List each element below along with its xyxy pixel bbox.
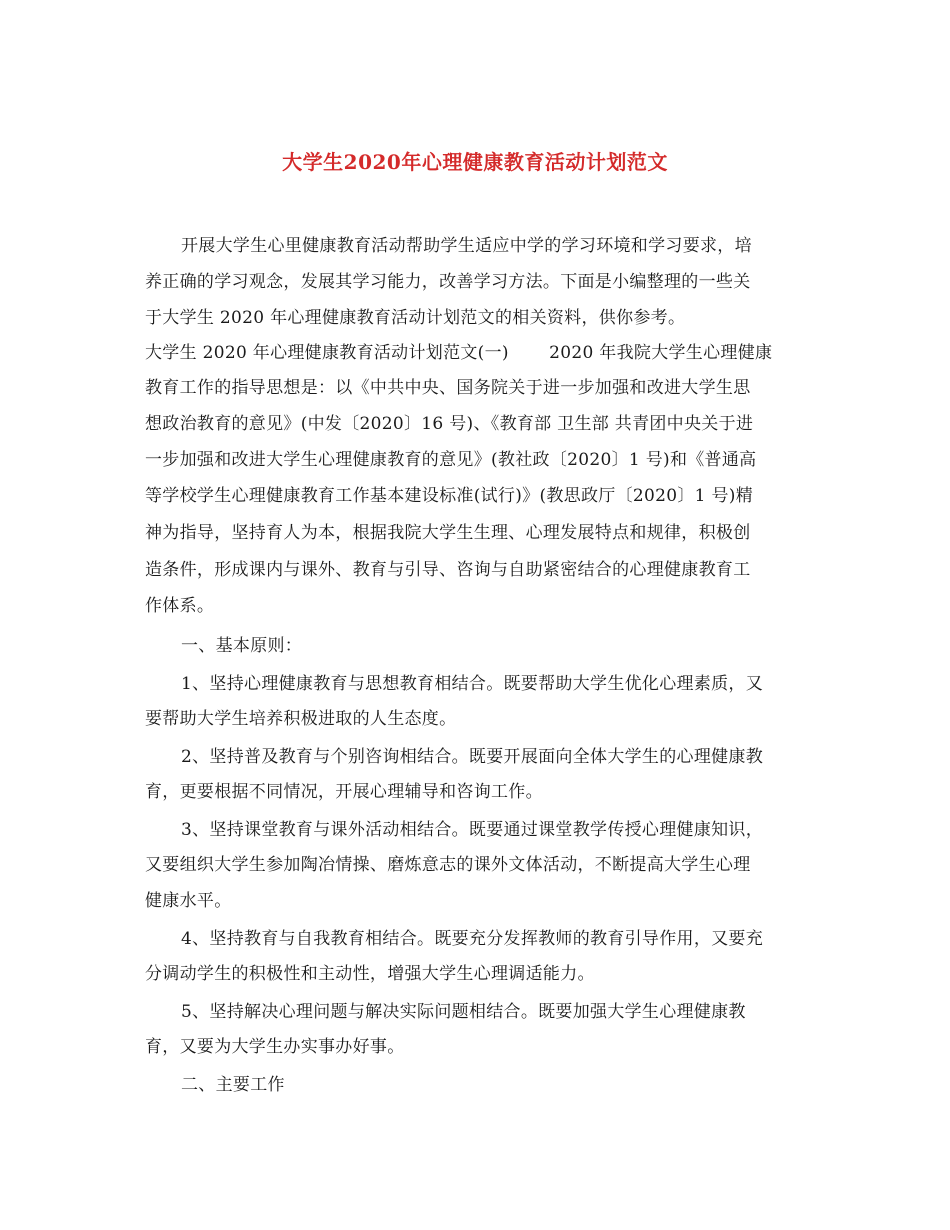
paragraph-line: 分调动学生的积极性和主动性，增强大学生心理调适能力。 [145, 964, 595, 984]
paragraph-line: 开展大学生心里健康教育活动帮助学生适应中学的学习环境和学习要求，培 [181, 236, 752, 256]
paragraph-line: 神为指导，坚持育人为本，根据我院大学生生理、心理发展特点和规律，积极创 [145, 523, 751, 543]
paragraph-line: 4、坚持教育与自我教育相结合。既要充分发挥教师的教育引导作用，又要充 [181, 929, 764, 949]
paragraph-line: 育，更要根据不同情况，开展心理辅导和咨询工作。 [145, 782, 543, 802]
paragraph-line: 育，又要为大学生办实事办好事。 [145, 1037, 405, 1057]
paragraph-line: 养正确的学习观念，发展其学习能力，改善学习方法。下面是小编整理的一些关 [145, 272, 751, 292]
paragraph-line: 等学校学生心理健康教育工作基本建设标准(试行)》(教思政厅〔2020〕1 号)精 [145, 486, 754, 506]
paragraph-line: 1、坚持心理健康教育与思想教育相结合。既要帮助大学生优化心理素质，又 [181, 674, 764, 694]
paragraph-line: 2、坚持普及教育与个别咨询相结合。既要开展面向全体大学生的心理健康教 [181, 747, 764, 767]
paragraph-line: 5、坚持解决心理问题与解决实际问题相结合。既要加强大学生心理健康教 [181, 1002, 746, 1022]
paragraph-line: 又要组织大学生参加陶冶情操、磨炼意志的课外文体活动，不断提高大学生心理 [145, 855, 751, 875]
paragraph-line: 一步加强和改进大学生心理健康教育的意见》(教社政〔2020〕1 号)和《普通高 [145, 450, 757, 470]
document-title: 大学生2020年心理健康教育活动计划范文 [282, 150, 668, 174]
paragraph-line: 作体系。 [145, 596, 215, 616]
paragraph-line: 教育工作的指导思想是：以《中共中央、国务院关于进一步加强和改进大学生思 [145, 378, 751, 398]
section-heading: 一、基本原则： [181, 636, 303, 656]
paragraph-line: 健康水平。 [145, 891, 232, 911]
paragraph-line: 3、坚持课堂教育与课外活动相结合。既要通过课堂教学传授心理健康知识， [181, 820, 764, 840]
section-heading: 二、主要工作 [181, 1075, 285, 1095]
paragraph-line: 于大学生 2020 年心理健康教育活动计划范文的相关资料，供你参考。 [145, 308, 686, 328]
paragraph-line: 要帮助大学生培养积极进取的人生态度。 [145, 709, 457, 729]
paragraph-line: 大学生 2020 年心理健康教育活动计划范文(一) 2020 年我院大学生心理健康 [145, 343, 773, 363]
paragraph-line: 造条件，形成课内与课外、教育与引导、咨询与自助紧密结合的心理健康教育工 [145, 560, 751, 580]
paragraph-line: 想政治教育的意见》(中发〔2020〕16 号)、《教育部 卫生部 共青团中央关于进 [145, 414, 754, 434]
